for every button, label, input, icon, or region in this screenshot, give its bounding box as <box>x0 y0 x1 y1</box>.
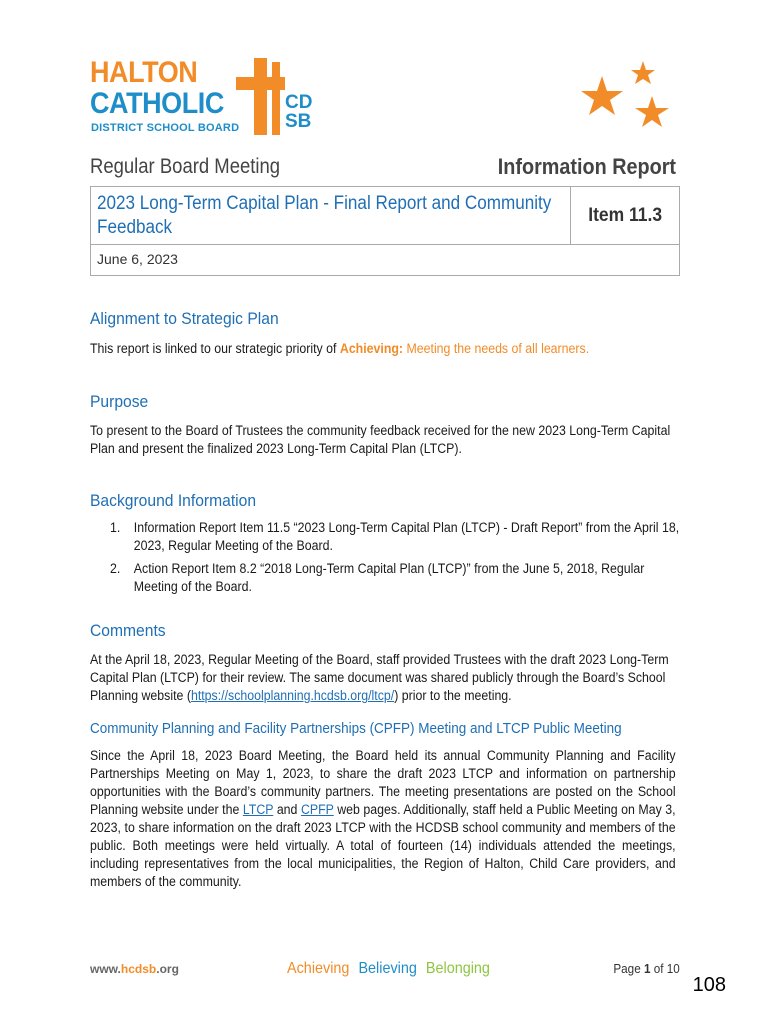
list-item <box>110 519 679 555</box>
star-medium-icon <box>635 96 669 127</box>
list-item-text: Information Report Item 11.5 “2023 Long-Term Capital Plan (LTCP) - Draft Report” from the April 18, 2023, Regular Meeting of the Board. <box>133 520 680 553</box>
ltcp-link[interactable]: LTCP <box>242 802 274 817</box>
background-heading: Background Information <box>90 491 257 510</box>
comments-text-after: ) prior to the meeting. <box>394 688 512 703</box>
title-cell <box>91 187 571 245</box>
priority-detail: Meeting the needs of all learners. <box>403 341 590 356</box>
purpose-text: To present to the Board of Trustees the community feedback received for the new 2023 Long-Term Capital Plan and present the finalized 2023 Long-Term Capital Plan (LTCP). <box>90 423 671 456</box>
tagline-achieving: Achieving <box>287 960 350 977</box>
star-large-icon <box>581 76 623 115</box>
footer-tagline <box>287 960 490 978</box>
report-type: Information Report <box>497 154 676 179</box>
list-item-text: Action Report Item 8.2 “2018 Long-Term Capital Plan (LTCP)” from the June 5, 2018, Regular Meeting of the Board. <box>133 561 645 594</box>
cpfp-heading: Community Planning and Facility Partnerships (CPFP) Meeting and LTCP Public Meeting <box>90 721 622 737</box>
cpfp-link[interactable]: CPFP <box>300 802 334 817</box>
alignment-heading: Alignment to Strategic Plan <box>90 309 279 328</box>
meeting-type: Regular Board Meeting <box>90 155 281 178</box>
comments-text <box>90 651 676 705</box>
footer-url-suffix: .org <box>156 962 179 976</box>
report-title: 2023 Long-Term Capital Plan - Final Report and Community Feedback <box>97 193 552 238</box>
comments-text-before: At the April 18, 2023, Regular Meeting of the Board, staff provided Trustees with the draft 2023 Long-Term Capital Plan (LTCP) for their review. The same document was shared publicly through the Board’s School Planning website ( <box>90 652 669 703</box>
list-item-number: 2. <box>110 561 121 576</box>
list-item <box>110 560 679 596</box>
alignment-prefix: This report is linked to our strategic priority of <box>90 341 340 356</box>
page-label: Page <box>613 961 645 976</box>
footer-url-highlight: hcdsb <box>120 962 157 976</box>
priority-label: Achieving: <box>339 341 404 356</box>
logo-line-halton: HALTON <box>90 56 198 89</box>
logo-sb: SB <box>285 111 312 132</box>
cpfp-text <box>90 747 676 891</box>
alignment-text <box>90 340 676 358</box>
logo-cross-bar <box>272 62 280 135</box>
comments-heading: Comments <box>90 621 166 640</box>
report-date: June 6, 2023 <box>97 251 178 267</box>
cpfp-text-3: web pages. Additionally, staff held a Public Meeting on May 3, 2023, to share information on the draft 2023 LTCP with the HCDSB school community and members of the public. Both meetings were held virtually. A total of fourteen (14) individuals attended the meetings, including representatives from the local municipalities, the Region of Halton, Child Care providers, and members of the community. <box>90 802 676 889</box>
item-cell <box>571 187 679 245</box>
page-number <box>614 961 680 976</box>
cpfp-text-1: Since the April 18, 2023 Board Meeting, the Board held its annual Community Planning and Facility Partnerships Meeting on May 1, 2023, to share the draft 2023 LTCP and information on partnership opportunities with the Board’s community partners. The meeting presentations are posted on the School Planning website under the <box>90 748 676 817</box>
purpose-heading: Purpose <box>90 392 149 411</box>
page-stamp: 108 <box>692 974 726 996</box>
logo-cd: CD <box>285 92 313 113</box>
school-planning-link[interactable]: https://schoolplanning.hcdsb.org/ltcp/ <box>190 688 395 703</box>
list-item-number: 1. <box>110 520 121 535</box>
stars-icon <box>580 58 680 138</box>
footer-url-prefix: www. <box>90 962 121 976</box>
hcdsb-logo <box>90 58 330 138</box>
background-list <box>110 519 679 601</box>
page-total: of 10 <box>650 961 680 976</box>
item-number: Item 11.3 <box>588 204 662 226</box>
logo-cross-vertical <box>254 58 267 135</box>
footer-website <box>90 962 179 976</box>
logo-line-catholic: CATHOLIC <box>90 87 224 120</box>
logo-line-district: DISTRICT SCHOOL BOARD <box>91 122 240 134</box>
star-small-icon <box>631 61 655 84</box>
title-table <box>90 186 680 276</box>
cpfp-text-2: and <box>273 802 301 817</box>
tagline-belonging: Belonging <box>425 960 490 977</box>
page-current: 1 <box>644 961 651 976</box>
tagline-believing: Believing <box>358 960 417 977</box>
